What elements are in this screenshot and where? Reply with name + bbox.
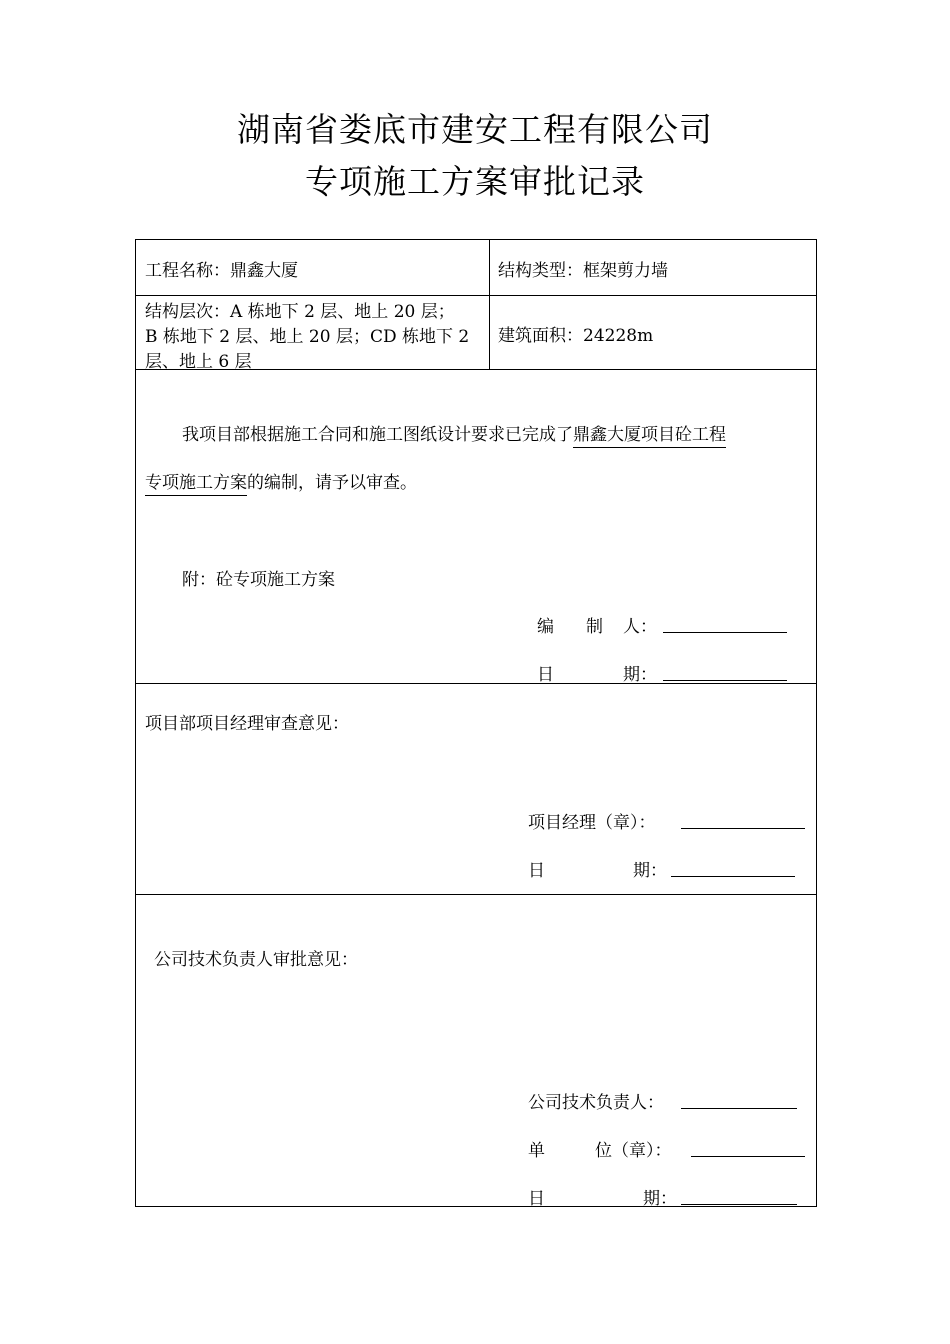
submission-text-line-2 <box>145 468 417 493</box>
submission-text-suffix: 的编制，请予以审查。 <box>247 473 417 493</box>
company-date-label-char-2: 期： <box>643 1189 677 1209</box>
project-name: 工程名称：鼎鑫大厦 <box>145 261 298 281</box>
project-scope-underlined: 鼎鑫大厦项目砼工程 <box>573 425 726 448</box>
preparer-signature-line[interactable] <box>663 632 787 633</box>
structure-type: 结构类型：框架剪力墙 <box>498 261 668 281</box>
row-divider-1 <box>136 295 816 296</box>
company-date-line[interactable] <box>681 1204 797 1205</box>
pm-date-label-char-2: 期： <box>633 861 667 881</box>
pm-signature-label: 项目经理（章）： <box>528 813 656 833</box>
pm-review-heading: 项目部项目经理审查意见： <box>145 714 349 734</box>
company-title: 湖南省娄底市建安工程有限公司 <box>237 110 713 149</box>
unit-stamp-line[interactable] <box>691 1156 805 1157</box>
plan-name-underlined: 专项施工方案 <box>145 473 247 496</box>
submission-text-prefix: 我项目部根据施工合同和施工图纸设计要求已完成了 <box>182 425 573 445</box>
row-divider-4 <box>136 894 816 895</box>
attachment-note: 附：砼专项施工方案 <box>182 570 335 590</box>
approval-form-table <box>135 239 817 1207</box>
company-date-label-char-1: 日 <box>528 1189 545 1209</box>
column-divider <box>489 240 490 369</box>
pm-date-label-char-1: 日 <box>528 861 545 881</box>
submission-date-label-char-2: 期： <box>623 665 657 685</box>
structure-levels-line-2: B 栋地下 2 层、地上 20 层；CD 栋地下 2 <box>145 327 470 347</box>
submission-text-line-1 <box>182 420 726 445</box>
preparer-label-char-3: 人： <box>623 617 657 637</box>
unit-label-char-1: 单 <box>528 1141 545 1161</box>
preparer-label-char-1: 编 <box>537 617 554 637</box>
company-review-heading: 公司技术负责人审批意见： <box>154 950 358 970</box>
pm-date-line[interactable] <box>671 876 795 877</box>
structure-levels-line-3: 层、地上 6 层 <box>145 352 252 372</box>
preparer-label-char-2: 制 <box>586 617 603 637</box>
structure-levels-line-1: 结构层次：A 栋地下 2 层、地上 20 层； <box>145 302 455 322</box>
pm-signature-line[interactable] <box>681 828 805 829</box>
document-title: 专项施工方案审批记录 <box>305 162 645 201</box>
submission-date-line[interactable] <box>663 680 787 681</box>
submission-date-label-char-1: 日 <box>537 665 554 685</box>
row-divider-3 <box>136 683 816 684</box>
tech-lead-signature-line[interactable] <box>681 1108 797 1109</box>
unit-stamp-label: 位（章）： <box>595 1141 672 1161</box>
tech-lead-label: 公司技术负责人： <box>528 1093 664 1113</box>
building-area: 建筑面积：24228m <box>498 326 654 346</box>
